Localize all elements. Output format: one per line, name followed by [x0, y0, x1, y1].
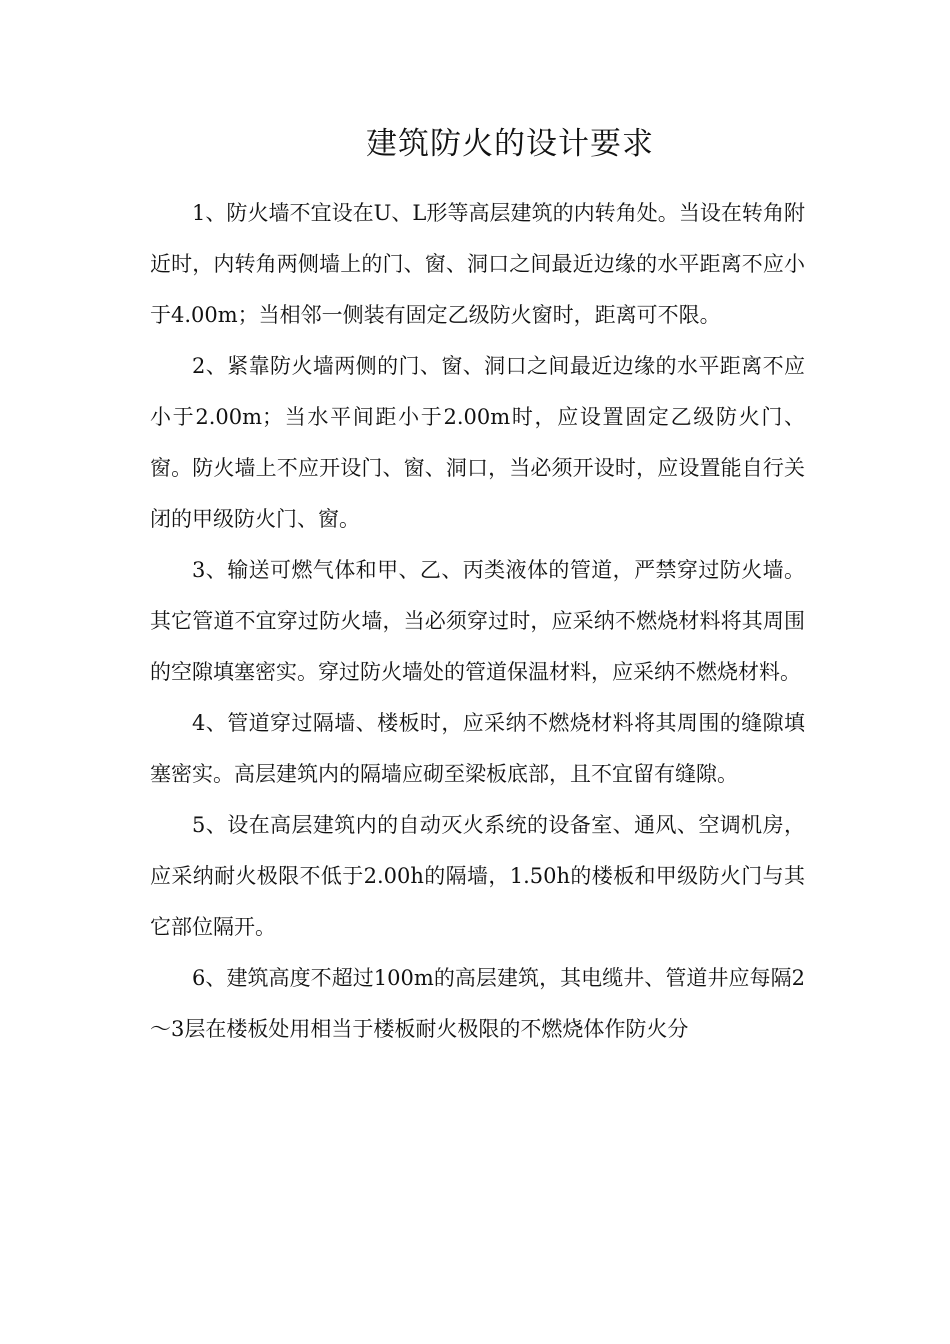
paragraph-1: 1、防火墙不宜设在U、L形等高层建筑的内转角处。当设在转角附近时，内转角两侧墙上的门、窗、洞口之间最近边缘的水平距离不应小于4.00m；当相邻一侧装有固定乙级防火窗时，距离可不限。 [150, 201, 805, 327]
paragraph-2: 2、紧靠防火墙两侧的门、窗、洞口之间最近边缘的水平距离不应小于2.00m；当水平间距小于2.00m时，应设置固定乙级防火门、窗。防火墙上不应开设门、窗、洞口，当必须开设时，应设置能自行关闭的甲级防火门、窗。 [150, 354, 805, 531]
document-body [150, 188, 805, 1055]
paragraph-6: 6、建筑高度不超过100m的高层建筑，其电缆井、管道井应每隔2～3层在楼板处用相当于楼板耐火极限的不燃烧体作防火分 [150, 966, 805, 1041]
paragraph-3: 3、输送可燃气体和甲、乙、丙类液体的管道，严禁穿过防火墙。其它管道不宜穿过防火墙，当必须穿过时，应采纳不燃烧材料将其周围的空隙填塞密实。穿过防火墙处的管道保温材料，应采纳不燃烧材料。 [150, 558, 805, 684]
paragraph-4: 4、管道穿过隔墙、楼板时，应采纳不燃烧材料将其周围的缝隙填塞密实。高层建筑内的隔墙应砌至梁板底部，且不宜留有缝隙。 [150, 711, 805, 786]
paragraph-5: 5、设在高层建筑内的自动灭火系统的设备室、通风、空调机房，应采纳耐火极限不低于2.00h的隔墙，1.50h的楼板和甲级防火门与其它部位隔开。 [150, 813, 805, 939]
document-title: 建筑防火的设计要求 [366, 126, 654, 162]
